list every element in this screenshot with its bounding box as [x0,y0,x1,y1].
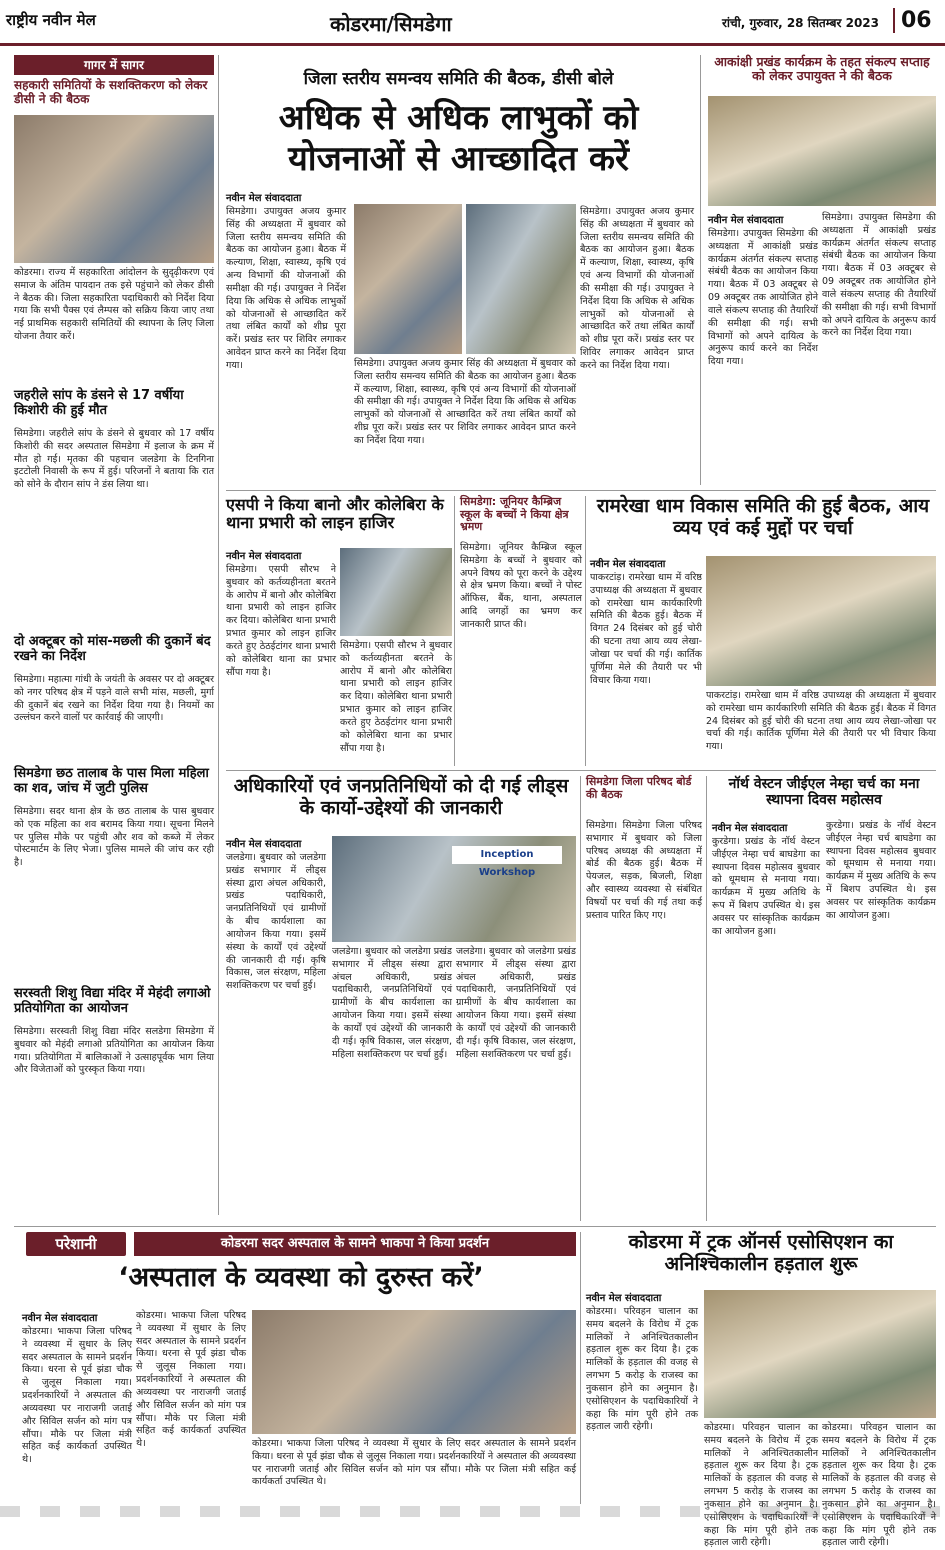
article-headline: रामरेखा धाम विकास समिति की हुई बैठक, आय व्यय एवं कई मुद्दों पर चर्चा [596,495,930,539]
article-headline: नॉर्थ वेस्टन जीईएल नेम्हा चर्च का मना स्थापना दिवस महोत्सव [728,776,920,809]
article-body-cont: कोडरमा। परिवहन चालान का समय बदलने के विरोध में ट्रक मालिकों ने अनिश्चितकालीन हड़ताल शुरू कर दिया है। ट्रक मालिकों के हड़ताल की वजह से लगभग 5 करोड़ के राजस्व का नुकसान होने का अनुमान है। एसोसिएशन के पदाधिकारियों ने कहा कि मांग पूरी होने तक हड़ताल जारी रहेगी। [704,1422,818,1549]
parked-trucks-photo [704,1290,936,1418]
article-headline: सरस्वती शिशु विद्या मंदिर में मेहंदी लगाओ प्रतियोगिता का आयोजन [14,986,211,1016]
byline: नवीन मेल संवाददाता [590,559,666,570]
workshop-banner: Inception Workshop [452,846,562,864]
byline: नवीन मेल संवाददाता [226,551,302,562]
main-headline: अधिक से अधिक लाभुकों को योजनाओं से आच्छादित करें [278,98,639,179]
article-headline: सहकारी समितियों के सशक्तिकरण को लेकर डीसी ने की बैठक [14,78,208,106]
article-body: सिमडेगा। सिमडेगा जिला परिषद सभागार में बुधवार को जिला परिषद अध्यक्ष की अध्यक्षता में बोर्ड की बैठक हुई। बैठक में पेयजल, सड़क, बिजली, शिक्षा और स्वास्थ्य व्यवस्था से संबंधित विषयों पर चर्चा की गई तथा कई प्रस्ताव पारित किए गए। [586,820,702,921]
article-body-cont: सिमडेगा। उपायुक्त अजय कुमार सिंह की अध्यक्षता में बुधवार को जिला स्तरीय समन्वय समिति की बैठक का आयोजन हुआ। बैठक में कल्याण, शिक्षा, स्वास्थ्य, कृषि एवं अन्य विभागों की योजनाओं की समीक्षा की गई। उपायुक्त ने निर्देश दिया कि अधिक से अधिक लाभुकों को योजनाओं से आच्छादित करें तथा लंबित कार्यों को शीघ्र पूरा करें। प्रखंड स्तर पर शिविर लगाकर आवेदन प्राप्त करने का निर्देश दिया गया। [580,206,694,371]
article-kicker: जिला स्तरीय समन्वय समिति की बैठक, डीसी बोले [303,69,614,89]
article-body: सिमडेगा। उपायुक्त अजय कुमार सिंह की अध्यक्षता में बुधवार को जिला स्तरीय समन्वय समिति की बैठक का आयोजन हुआ। बैठक में कल्याण, शिक्षा, स्वास्थ्य, कृषि एवं अन्य विभागों की योजनाओं की समीक्षा की गई। उपायुक्त ने निर्देश दिया कि अधिक से अधिक लाभुकों को योजनाओं से आच्छादित करें तथा लंबित कार्यों को शीघ्र पूरा करें। प्रखंड स्तर पर शिविर लगाकर आवेदन प्राप्त करने का निर्देश दिया गया। [226,206,346,371]
byline: नवीन मेल संवाददाता [226,839,302,850]
page-number: 06 [893,8,932,33]
article-body-cont: कुरडेगा। प्रखंड के नॉर्थ वेस्टन जीईएल नेम्हा चर्च बाघडेगा का स्थापना दिवस महोत्सव बुधवार को धूमधाम से मनाया गया। कार्यक्रम में मुख्य अतिथि के रूप में बिशप उपस्थित थे। इस अवसर पर सांस्कृतिक कार्यक्रम का आयोजन हुआ। [826,820,936,921]
column-divider [218,55,219,1215]
article-body: जलडेगा। बुधवार को जलडेगा प्रखंड सभागार में लीड्स संस्था द्वारा अंचल अधिकारी, प्रखंड पदाधिकारी, जनप्रतिनिधियों एवं ग्रामीणों के बीच कार्यशाला का आयोजन किया गया। इसमें संस्था के कार्यों एवं उद्देश्यों की जानकारी दी गई। कृषि विकास, जल संरक्षण, महिला सशक्तिकरण पर चर्चा हुई। [226,852,326,992]
article-body-cont: सिमडेगा। उपायुक्त अजय कुमार सिंह की अध्यक्षता में बुधवार को जिला स्तरीय समन्वय समिति की बैठक का आयोजन हुआ। बैठक में कल्याण, शिक्षा, स्वास्थ्य, कृषि एवं अन्य विभागों की योजनाओं की समीक्षा की गई। उपायुक्त ने निर्देश दिया कि अधिक से अधिक लाभुकों को योजनाओं से आच्छादित करें तथा लंबित कार्यों को शीघ्र पूरा करें। प्रखंड स्तर पर शिविर लगाकर आवेदन प्राप्त करने का निर्देश दिया गया। [354,358,576,446]
article-headline: सिमडेगा: जूनियर कैम्ब्रिज स्कूल के बच्चों ने किया क्षेत्र भ्रमण [460,495,569,534]
article-headline: अधिकारियों एवं जनप्रतिनिधियों को दी गई लीड्स के कार्यो-उद्देश्यों की जानकारी [233,775,569,819]
section-divider [14,1226,936,1227]
article-headline: कोडरमा में ट्रक ऑनर्स एसोसिएशन का अनिश्चिकालीन हड़ताल शुरू [628,1231,894,1275]
article-headline: सिमडेगा जिला परिषद बोर्ड की बैठक [586,775,692,801]
official-photo [354,204,462,354]
column-divider [454,496,455,766]
article-body: सिमडेगा। सदर थाना क्षेत्र के छठ तालाब के पास बुधवार को एक महिला का शव बरामद किया गया। सूचना मिलने पर पुलिस मौके पर पहुंची और शव को कब्जे में लेकर पोस्टमार्टम के लिए भेजा। पुलिस मामले की जांच कर रही है। [14,806,214,869]
article-body-cont: पाकरटांड़। रामरेखा धाम में वरिष्ठ उपाध्यक्ष की अध्यक्षता में बुधवार को रामरेखा धाम कार्यकारिणी समिति की बैठक हुई। बैठक में विगत 24 दिसंबर को हुई चोरी की घटना तथा आय व्यय लेखा-जोखा पर चर्चा की गई। कार्तिक पूर्णिमा मेले की तैयारी पर भी विचार किया गया। [706,690,936,753]
article-body-cont: कोडरमा। परिवहन चालान का समय बदलने के विरोध में ट्रक मालिकों ने अनिश्चितकालीन हड़ताल शुरू कर दिया है। ट्रक मालिकों के हड़ताल की वजह से लगभग 5 करोड़ के राजस्व का नुकसान होने का अनुमान है। एसोसिएशन के पदाधिकारियों ने कहा कि मांग पूरी होने तक हड़ताल जारी रहेगी। [822,1422,936,1549]
article-body: कोडरमा। परिवहन चालान का समय बदलने के विरोध में ट्रक मालिकों ने अनिश्चितकालीन हड़ताल शुरू कर दिया है। ट्रक मालिकों के हड़ताल की वजह से लगभग 5 करोड़ के राजस्व का नुकसान होने का अनुमान है। एसोसिएशन के पदाधिकारियों ने कहा कि मांग पूरी होने तक हड़ताल जारी रहेगी। [586,1306,698,1433]
newspaper-logo: राष्ट्रीय नवीन मेल [6,11,96,29]
article-body: कोडरमा। भाकपा जिला परिषद ने व्यवस्था में सुधार के लिए सदर अस्पताल के सामने प्रदर्शन किया। धरना से पूर्व झंडा चौक से जुलूस निकाला गया। प्रदर्शनकारियों ने अस्पताल की अव्यवस्था पर नाराजगी जताई और सिविल सर्जन को मांग पत्र सौंपा। मौके पर जिला मंत्री सहित कई कार्यकर्ता उपस्थित थे। [22,1326,132,1466]
article-headline: सिमडेगा छठ तालाब के पास मिला महिला का शव, जांच में जुटी पुलिस [14,766,209,796]
official-photo [466,204,576,354]
column-divider [706,776,707,1221]
police-officers-photo [340,548,452,636]
article-body-cont: सिमडेगा। एसपी सौरभ ने बुधवार को कर्तव्यहीनता बरतने के आरोप में बानो और कोलेबिरा थाना प्रभारी को लाइन हाजिर कर दिया। कोलेबिरा थाना प्रभारी प्रभात कुमार को लाइन हाजिर करते हुए ठेठईटांगर थाना प्रभारी को कोलेबिरा थाना का प्रभार सौंपा गया है। [340,640,452,754]
section-tag: परेशानी [26,1232,126,1256]
committee-meeting-photo [706,556,936,686]
section-divider [226,770,936,771]
article-body: सिमडेगा। जूनियर कैम्ब्रिज स्कूल सिमडेगा के बच्चों ने बुधवार को अपने विषय को पूरा करने के उद्देश्य से क्षेत्र भ्रमण किया। बच्चों ने पोस्ट ऑफिस, बैंक, थाना, अस्पताल आदि जगहों का भ्रमण कर जानकारी प्राप्त की। [460,542,582,630]
main-headline: ‘अस्पताल के व्यवस्था को दुरुस्त करें’ [118,1262,484,1293]
article-body-cont: जलडेगा। बुधवार को जलडेगा प्रखंड सभागार में लीड्स संस्था द्वारा अंचल अधिकारी, प्रखंड पदाधिकारी, जनप्रतिनिधियों एवं ग्रामीणों के बीच कार्यशाला का आयोजन किया गया। इसमें संस्था के कार्यों एवं उद्देश्यों की जानकारी दी गई। कृषि विकास, जल संरक्षण, महिला सशक्तिकरण पर चर्चा हुई। [332,946,452,1060]
article-body: सिमडेगा। उपायुक्त सिमडेगा की अध्यक्षता में आकांक्षी प्रखंड कार्यक्रम अंतर्गत संकल्प सप्ताह संबंधी बैठक का आयोजन किया गया। बैठक में 03 अक्टूबर से 09 अक्टूबर तक आयोजित होने वाले संकल्प सप्ताह की तैयारियों की समीक्षा की गई। सभी विभागों को अपने दायित्व के अनुरूप कार्य करने का निर्देश दिया गया। [708,228,818,368]
byline: नवीन मेल संवाददाता [712,823,788,834]
article-body: सिमडेगा। एसपी सौरभ ने बुधवार को कर्तव्यहीनता बरतने के आरोप में बानो और कोलेबिरा थाना प्रभारी को लाइन हाजिर कर दिया। कोलेबिरा थाना प्रभारी प्रभात कुमार को लाइन हाजिर करते हुए ठेठईटांगर थाना प्रभारी को कोलेबिरा थाना का प्रभार सौंपा गया है। [226,564,336,678]
column-divider [585,496,586,766]
article-headline: आकांक्षी प्रखंड कार्यक्रम के तहत संकल्प सप्ताह को लेकर उपायुक्त ने की बैठक [714,54,930,84]
protest-photo [252,1310,576,1434]
article-body: सिमडेगा। सरस्वती शिशु विद्या मंदिर सलडेगा सिमडेगा में बुधवार को मेहंदी लगाओ प्रतियोगिता का आयोजन किया गया। प्रतियोगिता में बालिकाओं ने उत्साहपूर्वक भाग लिया और विजेताओं को पुरस्कृत किया गया। [14,1026,214,1076]
article-body: सिमडेगा। महात्मा गांधी के जयंती के अवसर पर दो अक्टूबर को नगर परिषद क्षेत्र में पड़ने वाले सभी मांस, मछली, मुर्गा की दुकानें बंद रखने का निर्देश दिया गया है। नियमों का उल्लंघन करने वालों पर कार्रवाई की जाएगी। [14,674,214,724]
article-body-cont: कोडरमा। भाकपा जिला परिषद ने व्यवस्था में सुधार के लिए सदर अस्पताल के सामने प्रदर्शन किया। धरना से पूर्व झंडा चौक से जुलूस निकाला गया। प्रदर्शनकारियों ने अस्पताल की अव्यवस्था पर नाराजगी जताई और सिविल सर्जन को मांग पत्र सौंपा। मौके पर जिला मंत्री सहित कई कार्यकर्ता उपस्थित थे। [136,1310,246,1450]
article-body-cont: सिमडेगा। उपायुक्त सिमडेगा की अध्यक्षता में आकांक्षी प्रखंड कार्यक्रम अंतर्गत संकल्प सप्ताह संबंधी बैठक का आयोजन किया गया। बैठक में 03 अक्टूबर से 09 अक्टूबर तक आयोजित होने वाले संकल्प सप्ताह की तैयारियों की समीक्षा की गई। सभी विभागों को अपने दायित्व के अनुरूप कार्य करने का निर्देश दिया गया। [822,212,936,339]
column-divider [580,1232,581,1504]
article-body: कोडरमा। राज्य में सहकारिता आंदोलन के सुदृढ़ीकरण एवं समाज के अंतिम पायदान तक इसे पहुंचाने को लेकर डीसी ने बैठक की। जिला सहकारिता पदाधिकारी को निर्देश दिया गया कि सभी पैक्स एवं लैम्पस को सक्रिय किया जाए तथा नई प्राथमिक सहकारी समितियों की स्थापना के लिए जिला योजना तैयार करें। [14,267,214,343]
print-registration-strip [0,1506,945,1517]
article-headline: एसपी ने किया बानो और कोलेबिरा के थाना प्रभारी को लाइन हाजिर [226,495,444,533]
article-kicker: कोडरमा सदर अस्पताल के सामने भाकपा ने किया प्रदर्शन [134,1232,576,1256]
left-column [14,55,214,1275]
column-divider [700,55,701,485]
byline: नवीन मेल संवाददाता [22,1313,98,1324]
article-body-cont: कोडरमा। भाकपा जिला परिषद ने व्यवस्था में सुधार के लिए सदर अस्पताल के सामने प्रदर्शन किया। धरना से पूर्व झंडा चौक से जुलूस निकाला गया। प्रदर्शनकारियों ने अस्पताल की अव्यवस्था पर नाराजगी जताई और सिविल सर्जन को मांग पत्र सौंपा। मौके पर जिला मंत्री सहित कई कार्यकर्ता उपस्थित थे। [252,1438,576,1488]
column-divider [580,776,581,1221]
article-body: कुरडेगा। प्रखंड के नॉर्थ वेस्टन जीईएल नेम्हा चर्च बाघडेगा का स्थापना दिवस महोत्सव बुधवार को धूमधाम से मनाया गया। कार्यक्रम में मुख्य अतिथि के रूप में बिशप उपस्थित थे। इस अवसर पर सांस्कृतिक कार्यक्रम का आयोजन हुआ। [712,836,820,937]
workshop-photo [332,836,576,942]
dateline: रांची, गुरुवार, 28 सितम्बर 2023 [722,16,880,30]
article-body-cont: जलडेगा। बुधवार को जलडेगा प्रखंड सभागार में लीड्स संस्था द्वारा अंचल अधिकारी, प्रखंड पदाधिकारी, जनप्रतिनिधियों एवं ग्रामीणों के बीच कार्यशाला का आयोजन किया गया। इसमें संस्था के कार्यों एवं उद्देश्यों की जानकारी दी गई। कृषि विकास, जल संरक्षण, महिला सशक्तिकरण पर चर्चा हुई। [456,946,576,1060]
section-divider [226,490,936,491]
article-body: पाकरटांड़। रामरेखा धाम में वरिष्ठ उपाध्यक्ष की अध्यक्षता में बुधवार को रामरेखा धाम कार्यकारिणी समिति की बैठक हुई। बैठक में विगत 24 दिसंबर को हुई चोरी की घटना तथा आय व्यय लेखा-जोखा पर चर्चा की गई। कार्तिक पूर्णिमा मेले की तैयारी पर भी विचार किया गया। [590,572,702,686]
article-headline: जहरीले सांप के डंसने से 17 वर्षीया किशोरी की हुई मौत [14,388,184,418]
article-body: सिमडेगा। जहरीले सांप के डंसने से बुधवार को 17 वर्षीय किशोरी की सदर अस्पताल सिमडेगा में इलाज के क्रम में मौत हो गई। मृतका की पहचान जलडेगा के टिनगिना इटटोली निवासी के रूप में हुई। परिजनों ने बताया कि रात को सोने के दौरान सांप ने डंस लिया था। [14,428,214,491]
section-title: कोडरमा/सिमडेगा [330,12,452,36]
byline: नवीन मेल संवाददाता [226,193,302,204]
article-headline: दो अक्टूबर को मांस-मछली की दुकानें बंद रखने का निर्देश [14,634,211,664]
byline: नवीन मेल संवाददाता [586,1293,662,1304]
meeting-photo [14,115,214,263]
byline: नवीन मेल संवाददाता [708,215,784,226]
masthead [0,0,945,46]
section-tag: गागर में सागर [14,55,214,75]
meeting-photo [708,96,936,206]
